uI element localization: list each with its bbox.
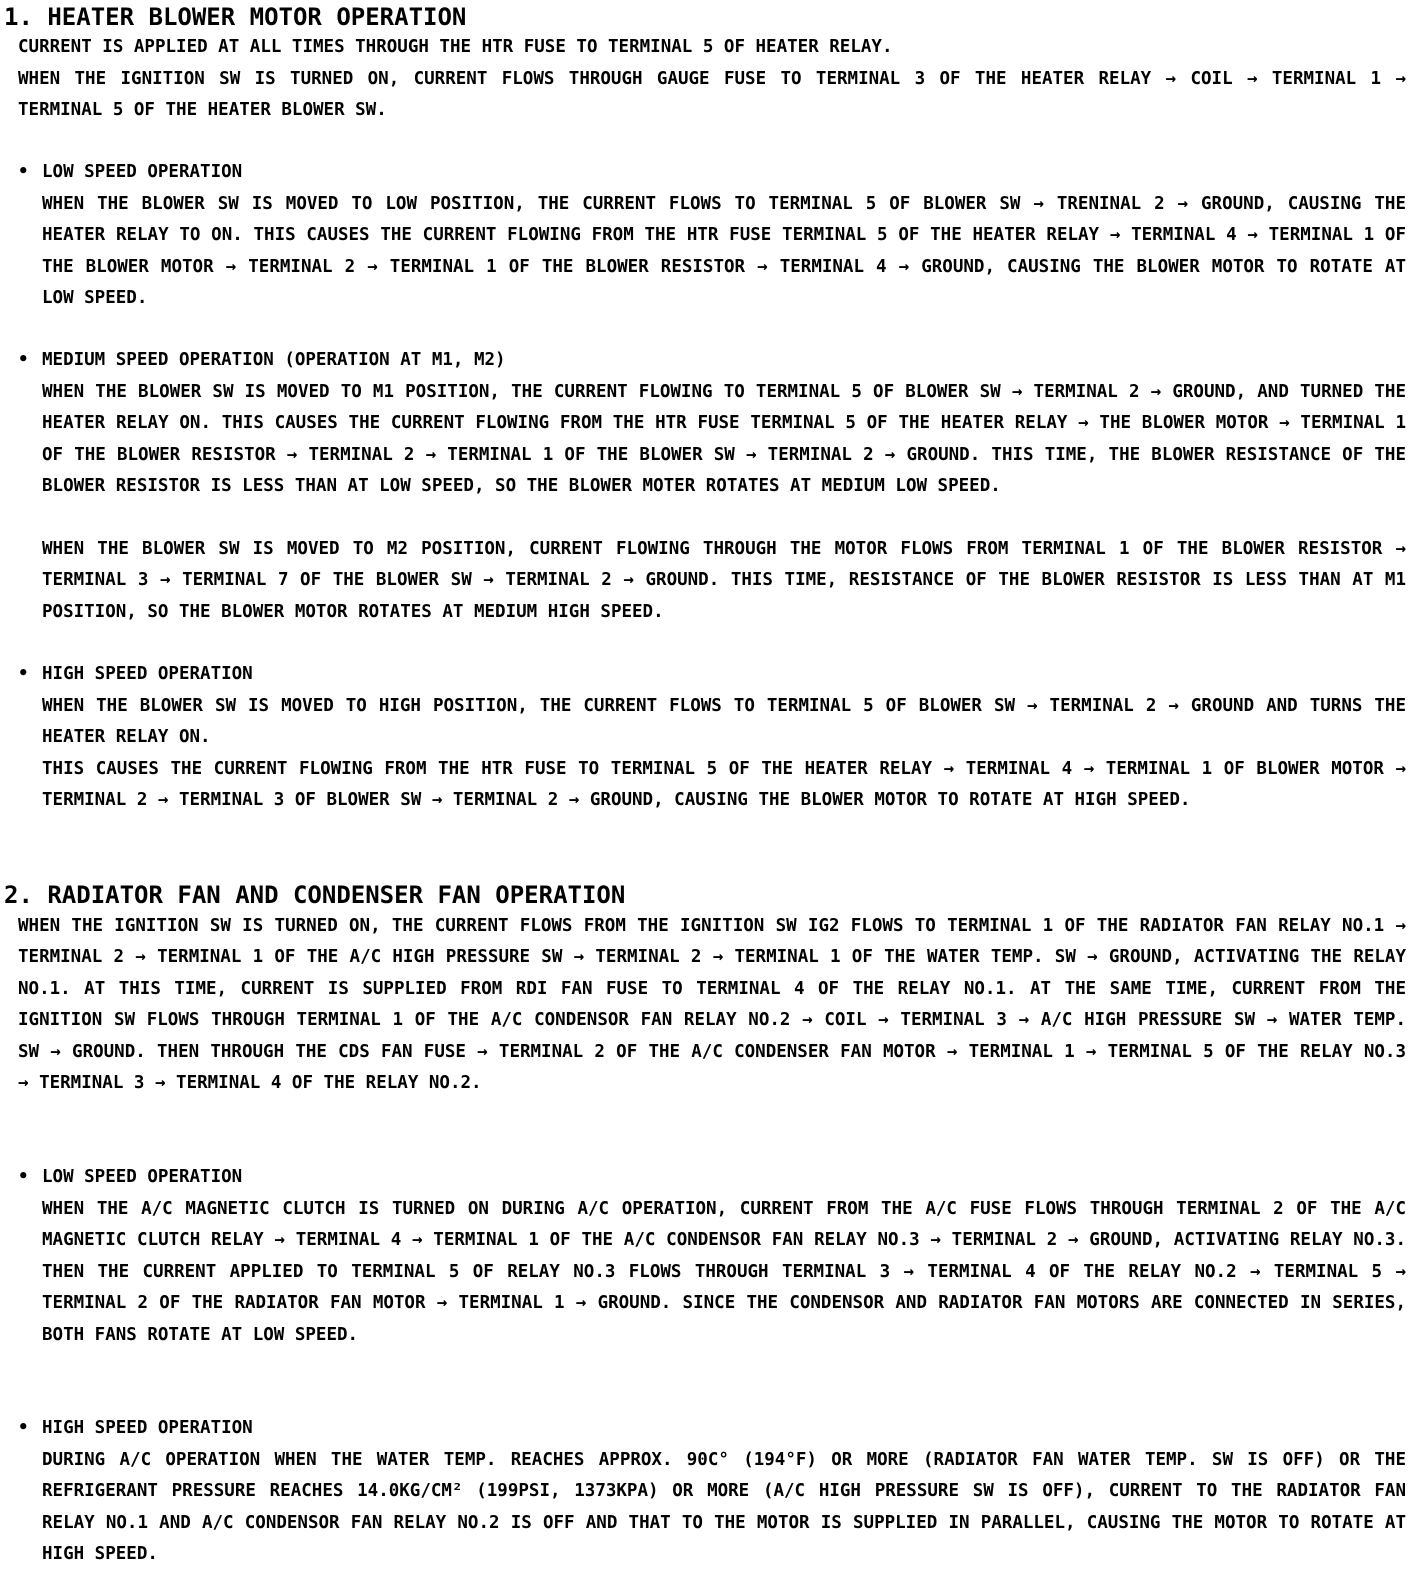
body-paragraph: WHEN THE BLOWER SW IS MOVED TO M2 POSITION, CURRENT FLOWING THROUGH THE MOTOR FLOWS FROM TERMINAL 1 OF THE BLOWER RESISTOR → TERMINAL 3 → TERMINAL 7 OF THE BLOWER SW → TERMINAL 2 → GROUND. THIS TIME, RESISTANCE OF THE BLOWER RESISTOR IS LESS THAN AT M1 POSITION, SO THE BLOWER MOTOR ROTATES AT MEDIUM HIGH SPEED.	[42, 539, 1406, 622]
subsection-heading: HIGH SPEED OPERATION	[42, 1418, 253, 1438]
intro-paragraph: CURRENT IS APPLIED AT ALL TIMES THROUGH THE HTR FUSE TO TERMINAL 5 OF HEATER RELAY.	[18, 37, 893, 57]
body-paragraph: WHEN THE BLOWER SW IS MOVED TO M1 POSITION, THE CURRENT FLOWING TO TERMINAL 5 OF BLOWER SW → TERMINAL 2 → GROUND, AND TURNED THE HEATER RELAY ON. THIS CAUSES THE CURRENT FLOWING FROM THE HTR FUSE TERMINAL 5 OF THE HEATER RELAY → THE BLOWER MOTOR → TERMINAL 1 OF THE BLOWER RESISTOR → TERMINAL 2 → TERMINAL 1 OF THE BLOWER SW → TERMINAL 2 → GROUND. THIS TIME, THE BLOWER RESISTANCE OF THE BLOWER RESISTOR IS LESS THAN AT LOW SPEED, SO THE BLOWER MOTER ROTATES AT MEDIUM LOW SPEED.	[42, 382, 1406, 497]
subsection-heading: LOW SPEED OPERATION	[42, 1167, 243, 1187]
bullet-heading-low-speed	[18, 1162, 242, 1193]
subsection-heading: MEDIUM SPEED OPERATION (OPERATION AT M1, M2)	[42, 350, 506, 370]
bullet-icon: •	[18, 664, 29, 684]
section-title-heater-blower: 1. HEATER BLOWER MOTOR OPERATION	[4, 3, 467, 31]
bullet-icon: •	[18, 350, 29, 370]
bullet-icon: •	[18, 1167, 29, 1187]
bullet-icon: •	[18, 1418, 29, 1438]
section-title-radiator-fan: 2. RADIATOR FAN AND CONDENSER FAN OPERATION	[4, 881, 626, 909]
body-paragraph: WHEN THE BLOWER SW IS MOVED TO LOW POSITION, THE CURRENT FLOWS TO TERMINAL 5 OF BLOWER SW → TRENINAL 2 → GROUND, CAUSING THE HEATER RELAY TO ON. THIS CAUSES THE CURRENT FLOWING FROM THE HTR FUSE TERMINAL 5 OF THE HEATER RELAY → TERMINAL 4 → TERMINAL 1 OF THE BLOWER MOTOR → TERMINAL 2 → TERMINAL 1 OF THE BLOWER RESISTOR → TERMINAL 4 → GROUND, CAUSING THE BLOWER MOTOR TO ROTATE AT LOW SPEED.	[42, 194, 1406, 309]
body-paragraph: DURING A/C OPERATION WHEN THE WATER TEMP. REACHES APPROX. 90C° (194°F) OR MORE (RADIATOR FAN WATER TEMP. SW IS OFF) OR THE REFRIGERANT PRESSURE REACHES 14.0KG/CM² (199PSI, 1373KPA) OR MORE (A/C HIGH PRESSURE SW IS OFF), CURRENT TO THE RADIATOR FAN RELAY NO.1 AND A/C CONDENSOR FAN RELAY NO.2 IS OFF AND THAT TO THE MOTOR IS SUPPLIED IN PARALLEL, CAUSING THE MOTOR TO ROTATE AT HIGH SPEED.	[42, 1450, 1406, 1565]
body-paragraph: WHEN THE BLOWER SW IS MOVED TO HIGH POSITION, THE CURRENT FLOWS TO TERMINAL 5 OF BLOWER SW → TERMINAL 2 → GROUND AND TURNS THE HEATER RELAY ON.	[42, 696, 1406, 748]
intro-paragraph: WHEN THE IGNITION SW IS TURNED ON, CURRENT FLOWS THROUGH GAUGE FUSE TO TERMINAL 3 OF THE HEATER RELAY → COIL → TERMINAL 1 → TERMINAL 5 OF THE HEATER BLOWER SW.	[18, 69, 1406, 121]
bullet-heading-medium-speed	[18, 345, 506, 376]
bullet-heading-low-speed	[18, 157, 242, 188]
bullet-icon: •	[18, 162, 29, 182]
body-paragraph: THIS CAUSES THE CURRENT FLOWING FROM THE HTR FUSE TO TERMINAL 5 OF THE HEATER RELAY → TERMINAL 4 → TERMINAL 1 OF BLOWER MOTOR → TERMINAL 2 → TERMINAL 3 OF BLOWER SW → TERMINAL 2 → GROUND, CAUSING THE BLOWER MOTOR TO ROTATE AT HIGH SPEED.	[42, 759, 1406, 811]
subsection-heading: HIGH SPEED OPERATION	[42, 664, 253, 684]
bullet-heading-high-speed	[18, 659, 253, 690]
subsection-heading: LOW SPEED OPERATION	[42, 162, 243, 182]
bullet-heading-high-speed	[18, 1413, 253, 1444]
intro-paragraph: WHEN THE IGNITION SW IS TURNED ON, THE CURRENT FLOWS FROM THE IGNITION SW IG2 FLOWS TO TERMINAL 1 OF THE RADIATOR FAN RELAY NO.1 → TERMINAL 2 → TERMINAL 1 OF THE A/C HIGH PRESSURE SW → TERMINAL 2 → TERMINAL 1 OF THE WATER TEMP. SW → GROUND, ACTIVATING THE RELAY NO.1. AT THIS TIME, CURRENT IS SUPPLIED FROM RDI FAN FUSE TO TERMINAL 4 OF THE RELAY NO.1. AT THE SAME TIME, CURRENT FROM THE IGNITION SW FLOWS THROUGH TERMINAL 1 OF THE A/C CONDENSOR FAN RELAY NO.2 → COIL → TERMINAL 3 → A/C HIGH PRESSURE SW → WATER TEMP. SW → GROUND. THEN THROUGH THE CDS FAN FUSE → TERMINAL 2 OF THE A/C CONDENSER FAN MOTOR → TERMINAL 1 → TERMINAL 5 OF THE RELAY NO.3 → TERMINAL 3 → TERMINAL 4 OF THE RELAY NO.2.	[18, 916, 1406, 1094]
body-paragraph: WHEN THE A/C MAGNETIC CLUTCH IS TURNED ON DURING A/C OPERATION, CURRENT FROM THE A/C FUSE FLOWS THROUGH TERMINAL 2 OF THE A/C MAGNETIC CLUTCH RELAY → TERMINAL 4 → TERMINAL 1 OF THE A/C CONDENSOR FAN RELAY NO.3 → TERMINAL 2 → GROUND, ACTIVATING RELAY NO.3. THEN THE CURRENT APPLIED TO TERMINAL 5 OF RELAY NO.3 FLOWS THROUGH TERMINAL 3 → TERMINAL 4 OF THE RELAY NO.2 → TERMINAL 5 → TERMINAL 2 OF THE RADIATOR FAN MOTOR → TERMINAL 1 → GROUND. SINCE THE CONDENSOR AND RADIATOR FAN MOTORS ARE CONNECTED IN SERIES, BOTH FANS ROTATE AT LOW SPEED.	[42, 1199, 1406, 1345]
